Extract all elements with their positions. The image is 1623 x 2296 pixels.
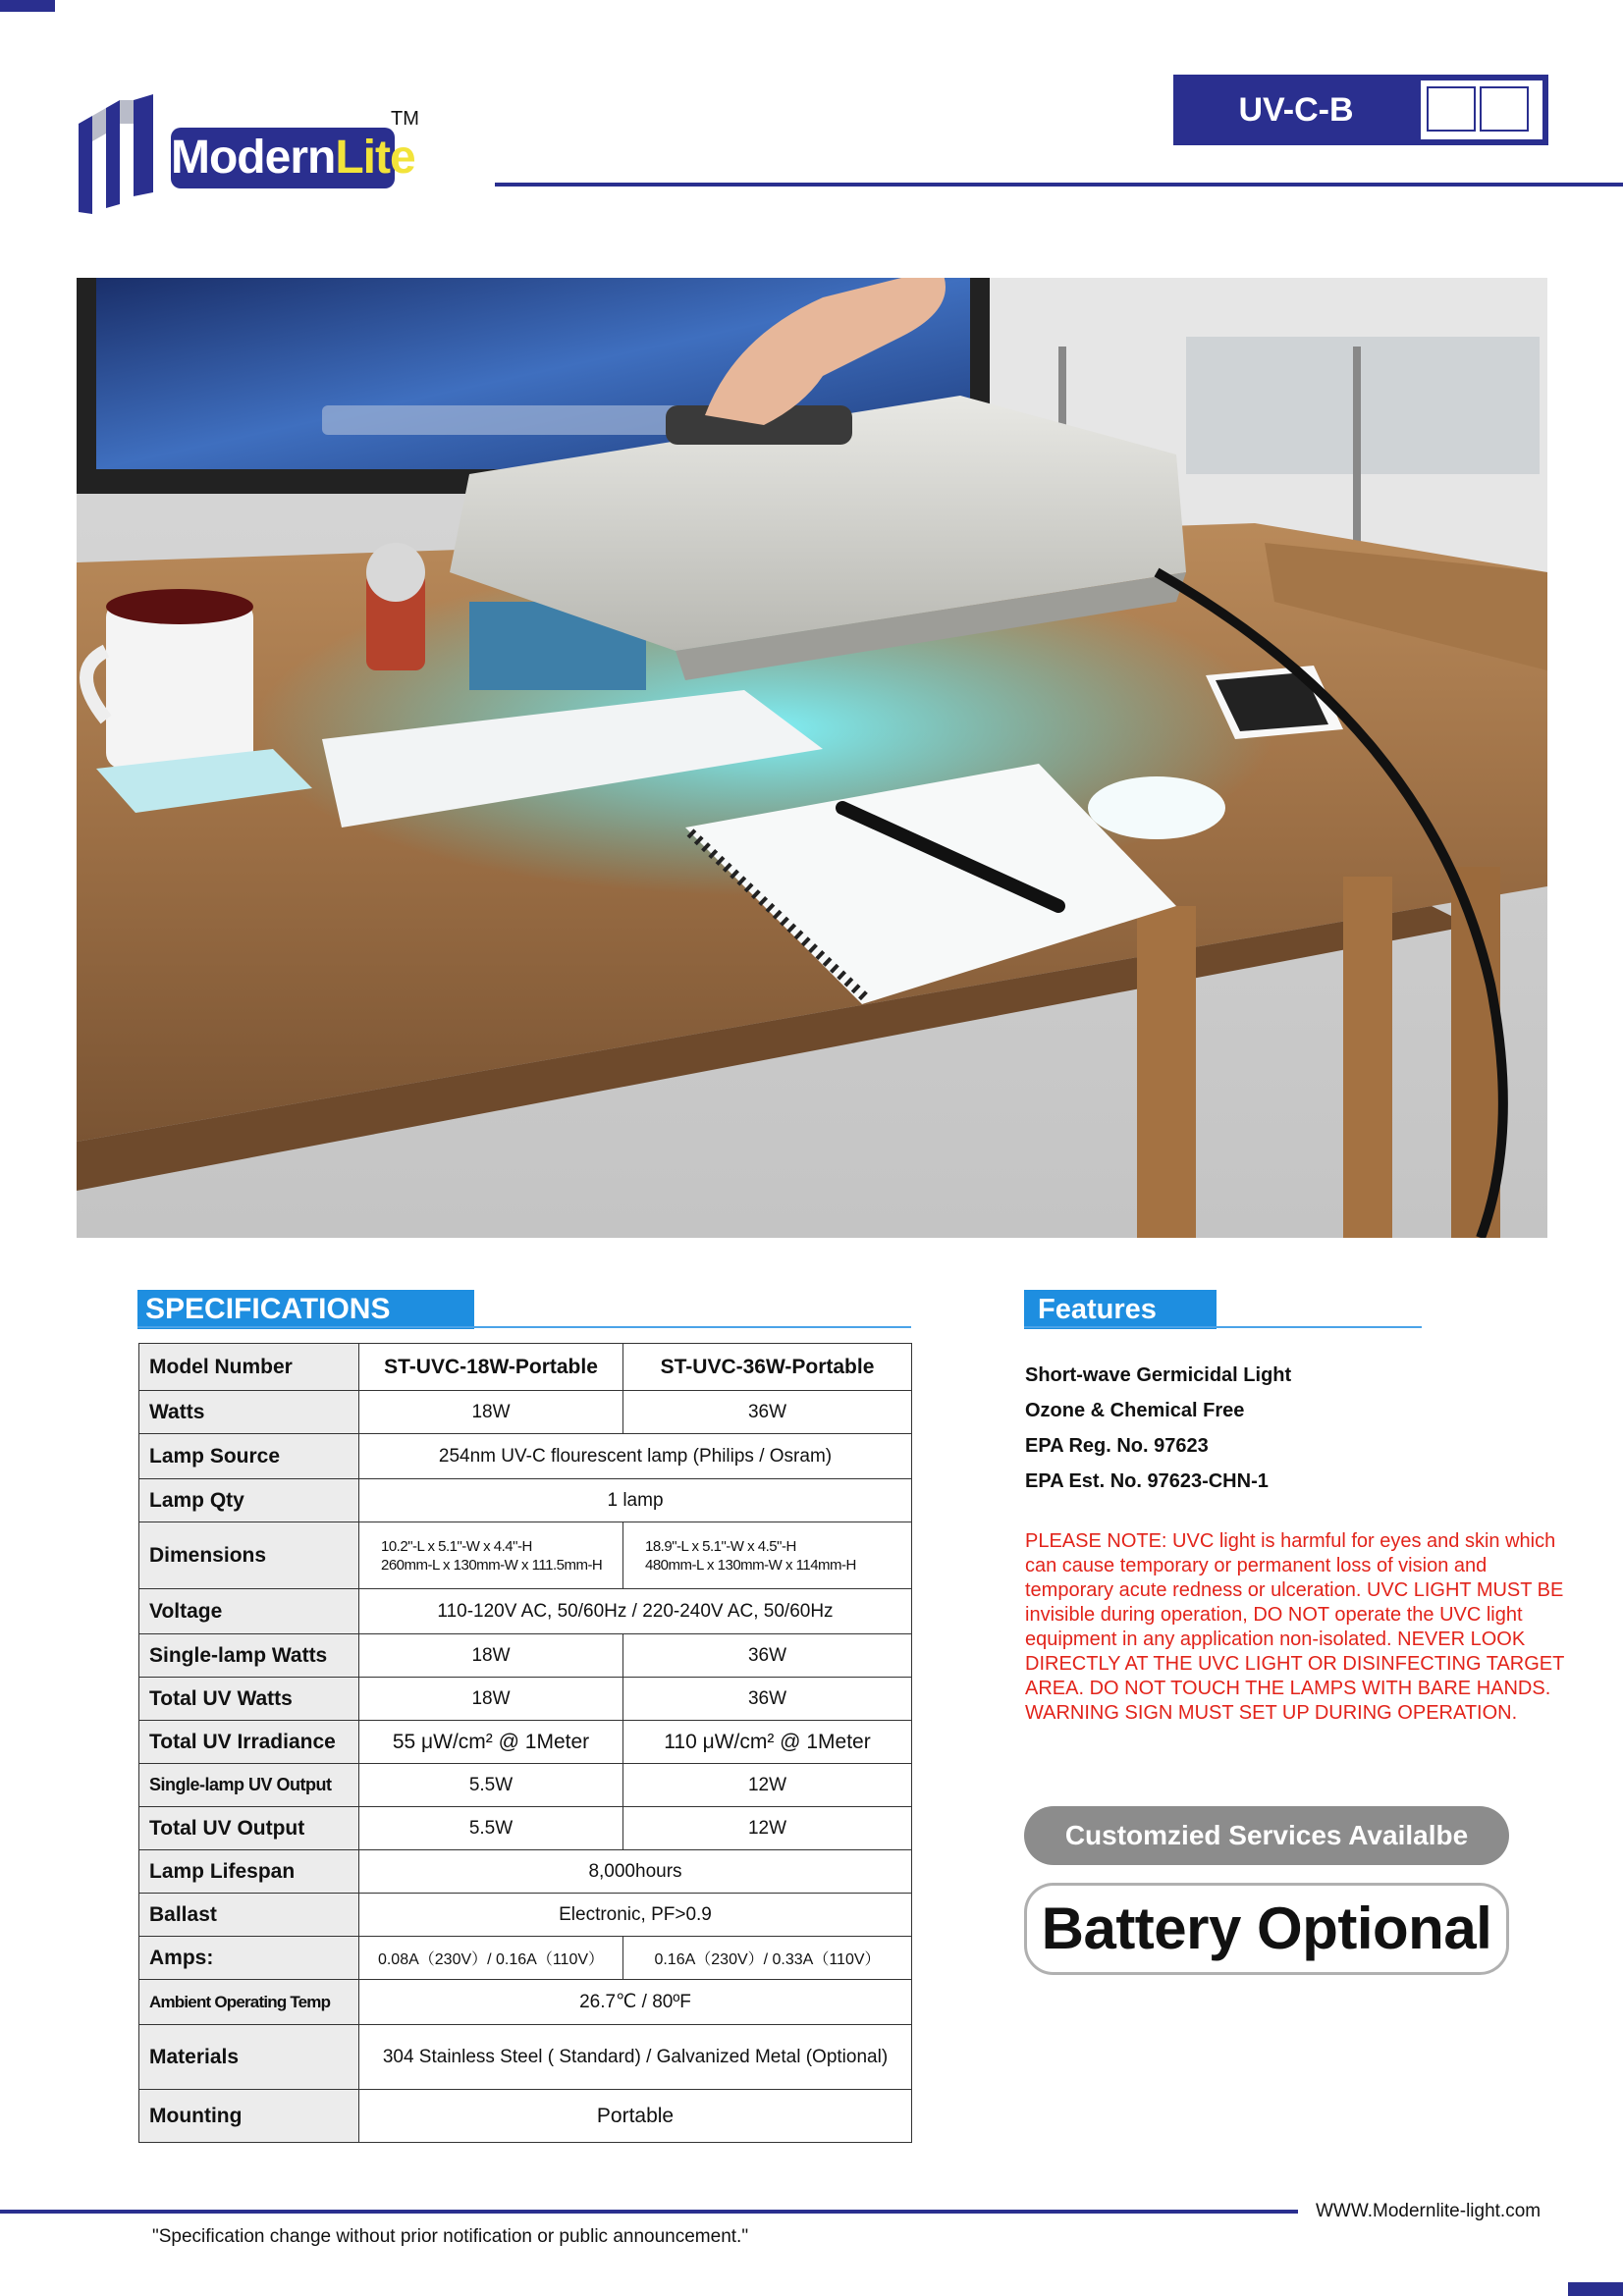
row-label-materials: Materials xyxy=(139,2025,359,2090)
column-header-model-36w: ST-UVC-36W-Portable xyxy=(623,1344,912,1391)
feature-item: EPA Est. No. 97623-CHN-1 xyxy=(1025,1470,1269,1492)
row-label-lamp-source: Lamp Source xyxy=(139,1434,359,1479)
single-lamp-watts-36w: 36W xyxy=(623,1634,912,1678)
amps-36w: 0.16A（230V）/ 0.33A（110V） xyxy=(623,1937,912,1980)
table-row xyxy=(139,1937,912,1980)
total-uv-watts-36w: 36W xyxy=(623,1678,912,1721)
materials-value: 304 Stainless Steel ( Standard) / Galvanized Metal (Optional) xyxy=(359,2025,912,2090)
voltage-value: 110-120V AC, 50/60Hz / 220-240V AC, 50/60Hz xyxy=(359,1589,912,1634)
lamp-lifespan-value: 8,000hours xyxy=(359,1850,912,1894)
dimensions-36w-mm: 480mm-L x 130mm-W x 114mm-H xyxy=(645,1556,856,1574)
dimensions-18w-mm: 260mm-L x 130mm-W x 111.5mm-H xyxy=(381,1556,603,1574)
table-row xyxy=(139,1589,912,1634)
features-rule xyxy=(1024,1326,1422,1328)
table-row xyxy=(139,1764,912,1807)
table-row xyxy=(139,1980,912,2025)
table-row xyxy=(139,2090,912,2143)
row-label-single-lamp-watts: Single-lamp Watts xyxy=(139,1634,359,1678)
total-uv-irradiance-18w: 55 μW/cm² @ 1Meter xyxy=(359,1721,623,1764)
row-label-lamp-qty: Lamp Qty xyxy=(139,1479,359,1522)
header-rule xyxy=(495,183,1623,187)
single-lamp-watts-18w: 18W xyxy=(359,1634,623,1678)
total-uv-output-36w: 12W xyxy=(623,1807,912,1850)
total-uv-watts-18w: 18W xyxy=(359,1678,623,1721)
table-row xyxy=(139,1522,912,1589)
table-row xyxy=(139,1434,912,1479)
dimensions-18w-inches: 10.2"-L x 5.1"-W x 4.4"-H xyxy=(381,1537,532,1555)
row-label-ambient-temp: Ambient Operating Temp xyxy=(139,1980,359,2025)
model-badge-boxes xyxy=(1421,80,1542,139)
table-row xyxy=(139,2025,912,2090)
product-photo-illustration xyxy=(77,278,1547,1238)
row-label-dimensions: Dimensions xyxy=(139,1522,359,1589)
safety-warning-note: PLEASE NOTE: UVC light is harmful for eyes and skin which can cause temporary or permanent loss of vision and temporary acute redness or ulceration. UVC LIGHT MUST BE invisible during operation, DO NOT operate the UVC light equipment in any application non-isolated. NEVER LOOK DIRECTLY AT THE UVC LIGHT OR DISINFECTING TARGET AREA. DO NOT TOUCH THE LAMPS WITH BARE HANDS. WARNING SIGN MUST SET UP DURING OPERATION. xyxy=(1025,1530,1564,1724)
dimensions-36w xyxy=(623,1522,912,1589)
mounting-value: Portable xyxy=(359,2090,912,2143)
corner-accent xyxy=(1568,2282,1623,2296)
footer-rule xyxy=(0,2210,1298,2214)
table-row xyxy=(139,1678,912,1721)
feature-item: Short-wave Germicidal Light xyxy=(1025,1364,1292,1386)
row-label-total-uv-output: Total UV Output xyxy=(139,1807,359,1850)
lamp-qty-value: 1 lamp xyxy=(359,1479,912,1522)
row-label-mounting: Mounting xyxy=(139,2090,359,2143)
row-label-watts: Watts xyxy=(139,1391,359,1434)
table-header-row xyxy=(139,1344,912,1391)
column-header-model-18w: ST-UVC-18W-Portable xyxy=(359,1344,623,1391)
lamp-source-value: 254nm UV-C flourescent lamp (Philips / Osram) xyxy=(359,1434,912,1479)
custom-services-pill: Customzied Services Availalbe xyxy=(1024,1806,1509,1865)
badge-box-2 xyxy=(1480,86,1529,132)
row-label-ballast: Ballast xyxy=(139,1894,359,1937)
footer-disclaimer: "Specification change without prior notification or public announcement." xyxy=(152,2226,749,2247)
trademark-mark: TM xyxy=(391,108,419,130)
table-row xyxy=(139,1391,912,1434)
feature-item: EPA Reg. No. 97623 xyxy=(1025,1435,1209,1457)
table-row xyxy=(139,1634,912,1678)
row-label-total-uv-watts: Total UV Watts xyxy=(139,1678,359,1721)
amps-18w: 0.08A（230V）/ 0.16A（110V） xyxy=(359,1937,623,1980)
column-header-model-number: Model Number xyxy=(139,1344,359,1391)
features-heading: Features xyxy=(1024,1290,1217,1329)
dimensions-18w xyxy=(359,1522,623,1589)
row-label-single-lamp-uv-output: Single-lamp UV Output xyxy=(139,1764,359,1807)
badge-box-1 xyxy=(1427,86,1476,132)
model-badge-label: UV-C-B xyxy=(1238,91,1354,129)
dimensions-36w-inches: 18.9"-L x 5.1"-W x 4.5"-H xyxy=(645,1537,796,1555)
product-photo xyxy=(77,278,1547,1238)
feature-item: Ozone & Chemical Free xyxy=(1025,1400,1245,1421)
logo-accent-text: Lite xyxy=(335,132,415,184)
battery-optional-box: Battery Optional xyxy=(1024,1883,1509,1975)
specifications-table xyxy=(138,1343,912,2143)
table-row xyxy=(139,1894,912,1937)
brand-logo xyxy=(77,94,430,222)
row-label-voltage: Voltage xyxy=(139,1589,359,1634)
footer-website: WWW.Modernlite-light.com xyxy=(1316,2201,1542,2221)
row-label-amps: Amps: xyxy=(139,1937,359,1980)
model-badge xyxy=(1173,75,1548,145)
table-row xyxy=(139,1850,912,1894)
watts-18w: 18W xyxy=(359,1391,623,1434)
logo-bars-icon xyxy=(77,94,175,222)
features-list xyxy=(1025,1358,1575,1499)
specifications-heading: SPECIFICATIONS xyxy=(137,1290,474,1329)
ballast-value: Electronic, PF>0.9 xyxy=(359,1894,912,1937)
logo-wordmark xyxy=(171,128,415,188)
corner-accent xyxy=(0,0,55,12)
table-row xyxy=(139,1479,912,1522)
single-lamp-uv-output-36w: 12W xyxy=(623,1764,912,1807)
row-label-lamp-lifespan: Lamp Lifespan xyxy=(139,1850,359,1894)
watts-36w: 36W xyxy=(623,1391,912,1434)
logo-main-text: Modern xyxy=(171,132,336,184)
specifications-rule xyxy=(137,1326,911,1328)
row-label-total-uv-irradiance: Total UV Irradiance xyxy=(139,1721,359,1764)
table-row xyxy=(139,1807,912,1850)
total-uv-irradiance-36w: 110 μW/cm² @ 1Meter xyxy=(623,1721,912,1764)
total-uv-output-18w: 5.5W xyxy=(359,1807,623,1850)
single-lamp-uv-output-18w: 5.5W xyxy=(359,1764,623,1807)
ambient-temp-value: 26.7℃ / 80ºF xyxy=(359,1980,912,2025)
table-row xyxy=(139,1721,912,1764)
